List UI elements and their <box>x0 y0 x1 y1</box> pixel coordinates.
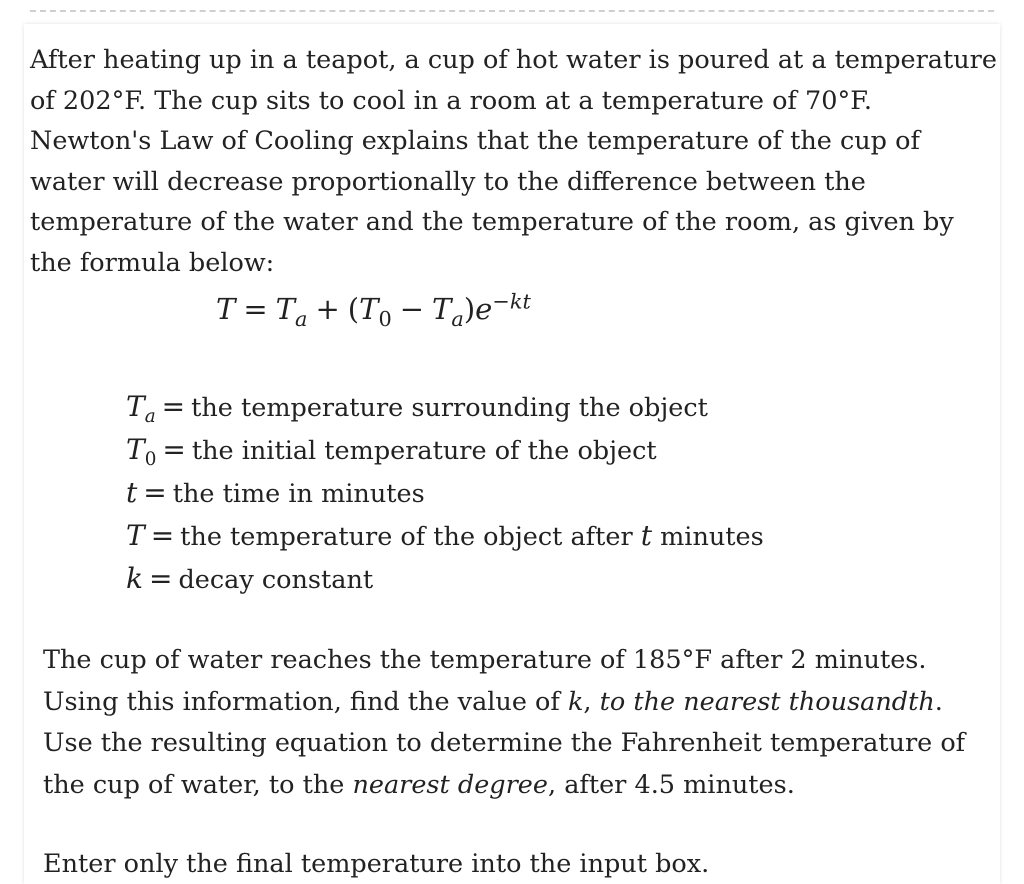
formula-T: T <box>216 292 236 326</box>
problem-text-4: . Use the resulting equation to determine the Fahrenheit temperature of the cup of water, to the <box>43 686 966 800</box>
definition-equals: = <box>162 433 186 466</box>
definition-text: the temperature surrounding the object <box>191 393 708 423</box>
definition-subscript: a <box>144 406 156 428</box>
reached-temperature: 185 <box>632 645 682 675</box>
definition-ta <box>126 386 764 429</box>
definition-symbol: t <box>126 476 138 509</box>
definition-equals: = <box>150 519 175 552</box>
definition-text-end: minutes <box>652 522 764 552</box>
formula-T0: T <box>359 292 379 326</box>
definition-text-variable: t <box>640 519 653 552</box>
room-temperature: 70 <box>804 85 838 116</box>
formula-Ta-sub: a <box>295 306 308 331</box>
formula-plus: + <box>315 292 340 326</box>
definition-text: the temperature of the object after <box>180 522 641 552</box>
definition-symbol: T <box>126 433 145 466</box>
initial-temperature: 202 <box>62 85 112 116</box>
formula-close-paren: ) <box>463 292 476 326</box>
definition-text: the time in minutes <box>172 479 425 509</box>
definition-time <box>126 472 764 515</box>
formula-T0-sub: 0 <box>378 306 392 331</box>
formula-equals: = <box>243 292 268 326</box>
intro-text-2: °F. The cup sits to cool in a room at a temperature of <box>111 85 805 116</box>
intro-text-1: After heating up in a teapot, a cup of hot water is poured at a temperature of <box>30 45 997 116</box>
definition-text: decay constant <box>178 565 374 595</box>
definition-subscript: 0 <box>144 449 157 471</box>
formula-Ta: T <box>275 292 295 326</box>
formula-Ta-2: T <box>432 292 452 326</box>
formula-Ta-2-sub: a <box>451 306 464 331</box>
cooling-formula <box>216 289 531 331</box>
temperature-precision: nearest degree <box>352 769 548 800</box>
problem-text-2: °F after 2 minutes. Using this information, find the value of <box>43 645 927 717</box>
top-dashed-border <box>30 10 994 12</box>
problem-paragraph <box>43 640 983 806</box>
formula-open-paren: ( <box>347 292 360 326</box>
instruction-text: Enter only the final temperature into the input box. <box>43 849 710 879</box>
definition-equals: = <box>143 476 167 509</box>
problem-text-1: The cup of water reaches the temperature of <box>43 645 633 675</box>
definition-t0 <box>126 429 764 472</box>
k-precision: to the nearest thousandth <box>599 686 935 717</box>
formula-e: e <box>475 292 493 326</box>
definition-text: the initial temperature of the object <box>191 436 657 466</box>
problem-text-3: , <box>583 686 600 717</box>
problem-k: k <box>567 686 584 717</box>
definition-symbol: T <box>126 390 145 423</box>
definition-equals: = <box>161 390 186 423</box>
intro-text-3: °F. Newton's Law of Cooling explains that the temperature of the cup of water will decrease proportionally to the difference between the temperature of the water and the temperature of the room, as given by the formula below: <box>30 85 954 278</box>
definitions-list <box>126 386 764 601</box>
formula-minus: − <box>399 292 425 326</box>
definition-symbol: T <box>126 519 145 552</box>
definition-symbol: k <box>126 562 143 595</box>
definition-equals: = <box>148 562 173 595</box>
definition-decay-constant <box>126 558 764 601</box>
formula-exponent: −kt <box>492 289 531 314</box>
intro-paragraph <box>30 40 998 284</box>
problem-text-5: , after 4.5 minutes. <box>547 769 795 800</box>
definition-temperature <box>126 515 764 558</box>
